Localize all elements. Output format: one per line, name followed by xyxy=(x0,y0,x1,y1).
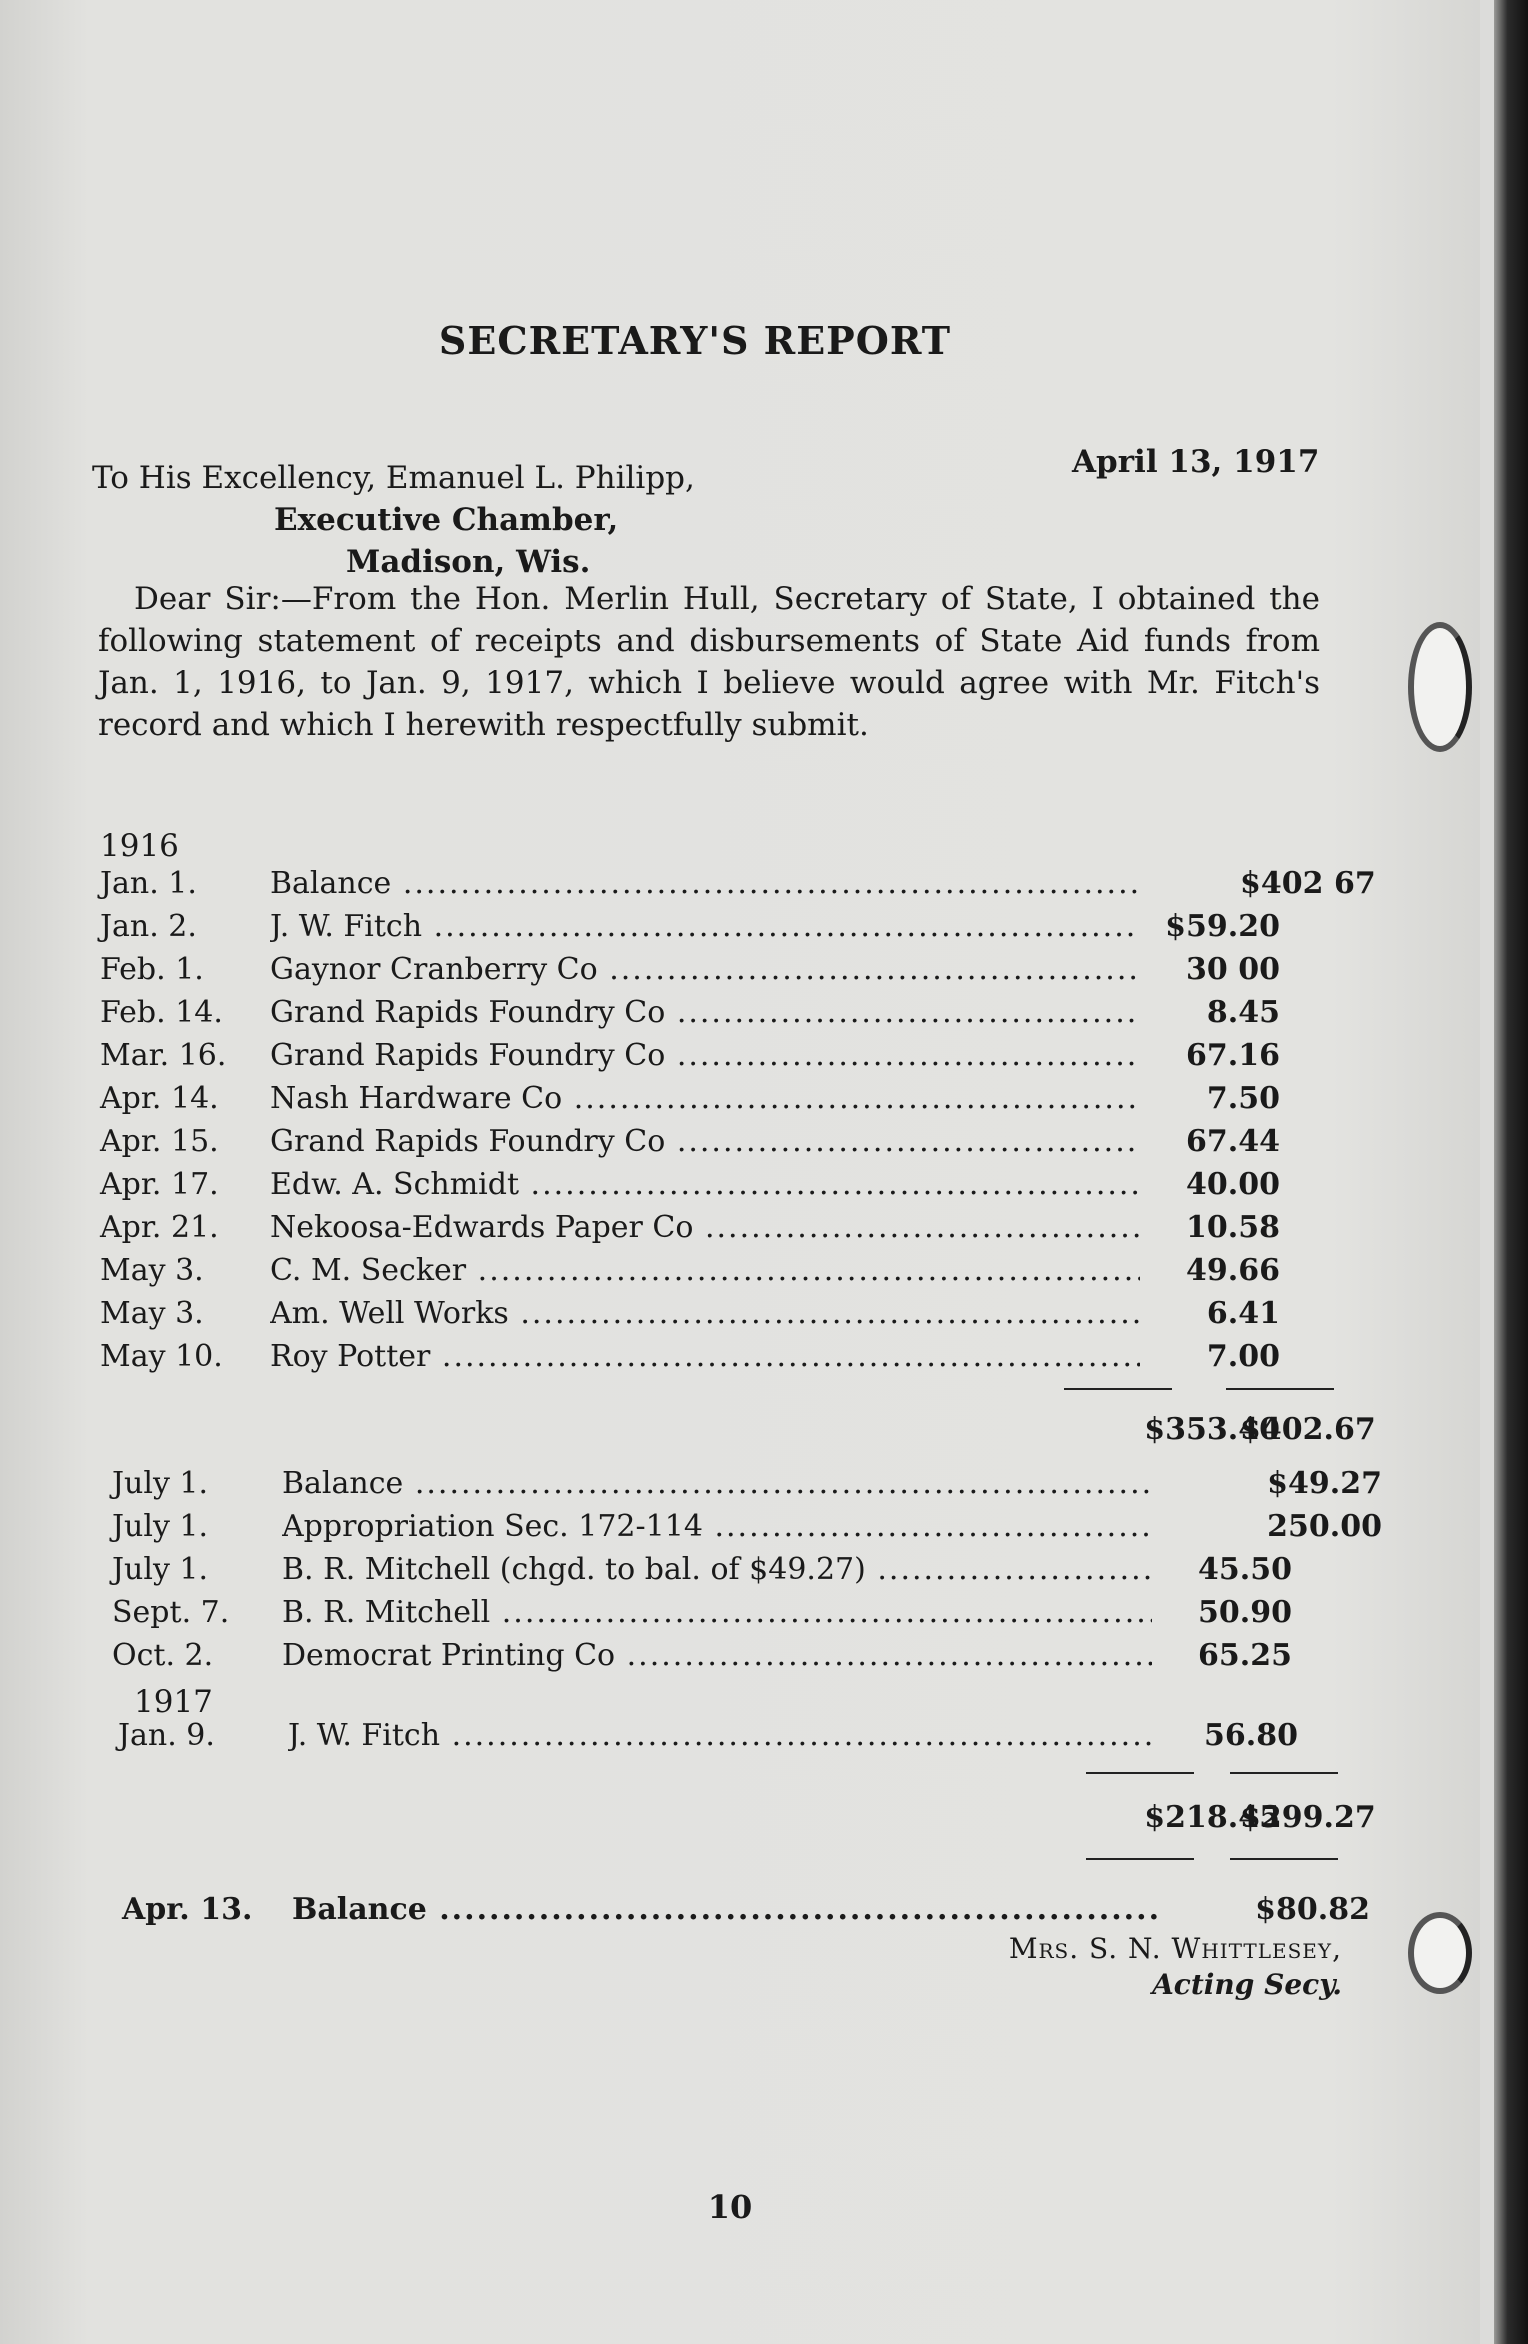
entry-amount: 45.50 xyxy=(1198,1552,1292,1587)
entry-desc: Grand Rapids Foundry Co ..... xyxy=(270,1038,1140,1073)
entry-date: July 1. xyxy=(112,1466,209,1501)
entry-date: Sept. 7. xyxy=(112,1595,230,1630)
entry-desc: Democrat Printing Co ..... xyxy=(282,1638,1152,1673)
subtotal-row-2 xyxy=(100,1800,1376,1840)
entry-date: Jan. 2. xyxy=(100,909,197,944)
ledger-row xyxy=(112,1466,1382,1506)
entry-date: May 3. xyxy=(100,1253,204,1288)
entry-desc: Balance ..... xyxy=(270,866,1140,901)
rule xyxy=(1230,1858,1338,1860)
entry-date: Apr. 13. xyxy=(122,1892,253,1927)
entry-amount: 30 00 xyxy=(1186,952,1280,987)
year-1917: 1917 xyxy=(134,1684,213,1720)
report-date: April 13, 1917 xyxy=(1072,444,1320,480)
entry-amount: 50.90 xyxy=(1198,1595,1292,1630)
entry-desc: Balance ..... xyxy=(282,1466,1152,1501)
rule xyxy=(1064,1388,1172,1390)
entry-amount: 7.50 xyxy=(1206,1081,1280,1116)
letter-body xyxy=(98,578,1320,746)
entry-desc: B. R. Mitchell ..... xyxy=(282,1595,1152,1630)
entry-desc: Appropriation Sec. 172-114 ..... xyxy=(282,1509,1152,1544)
ledger-row xyxy=(100,1081,1350,1121)
address-line-1: To His Excellency, Emanuel L. Philipp, xyxy=(92,460,695,496)
signature-name: Mrs. S. N. Whittlesey, xyxy=(1008,1932,1342,1965)
entry-date: May 3. xyxy=(100,1296,204,1331)
entry-amount: 65.25 xyxy=(1198,1638,1292,1673)
letter-text: Dear Sir:—From the Hon. Merlin Hull, Secretary of State, I obtained the following statement of receipts and disbursements of State Aid funds from Jan. 1, 1916, to Jan. 9, 1917, which I believe would agree with Mr. Fitch's record and which I herewith respectfully submit. xyxy=(98,581,1320,743)
rule xyxy=(1230,1772,1338,1774)
entry-amount: 10.58 xyxy=(1186,1210,1280,1245)
binder-ring-top-icon xyxy=(1408,622,1472,752)
ledger-row xyxy=(112,1509,1382,1549)
entry-receipt: $402 67 xyxy=(1240,866,1376,901)
binder-ring-bottom-icon xyxy=(1408,1912,1472,1994)
entry-desc: Balance ..... xyxy=(292,1892,1162,1927)
entry-desc: Am. Well Works ..... xyxy=(270,1296,1140,1331)
entry-date: July 1. xyxy=(112,1509,209,1544)
entry-date: Oct. 2. xyxy=(112,1638,214,1673)
entry-desc: Edw. A. Schmidt ..... xyxy=(270,1167,1140,1202)
entry-date: Feb. 14. xyxy=(100,995,223,1030)
entry-desc: Grand Rapids Foundry Co ..... xyxy=(270,1124,1140,1159)
entry-receipt: 250.00 xyxy=(1267,1509,1382,1544)
entry-receipt: $80.82 xyxy=(1255,1892,1370,1927)
ledger-row xyxy=(100,995,1350,1035)
entry-desc: Roy Potter ..... xyxy=(270,1339,1140,1374)
address-line-3: Madison, Wis. xyxy=(346,544,591,580)
entry-desc: C. M. Secker ..... xyxy=(270,1253,1140,1288)
entry-date: Mar. 16. xyxy=(100,1038,227,1073)
report-title: SECRETARY'S REPORT xyxy=(438,318,952,363)
ledger-row xyxy=(112,1552,1362,1592)
ledger-row xyxy=(100,952,1350,992)
entry-amount: 40.00 xyxy=(1186,1167,1280,1202)
entry-amount: 56.80 xyxy=(1204,1718,1298,1753)
entry-amount: 7.00 xyxy=(1206,1339,1280,1374)
entry-receipt: $49.27 xyxy=(1267,1466,1382,1501)
subtotal-amount: $218.45 xyxy=(1144,1800,1280,1835)
ledger-row xyxy=(100,1339,1350,1379)
ledger-row xyxy=(100,1253,1350,1293)
entry-date: May 10. xyxy=(100,1339,223,1374)
address-line-2: Executive Chamber, xyxy=(274,502,619,538)
subtotal-amount: $353.40 xyxy=(1144,1412,1280,1447)
entry-desc: Nekoosa-Edwards Paper Co ..... xyxy=(270,1210,1140,1245)
year-1916: 1916 xyxy=(100,828,179,864)
entry-amount: 6.41 xyxy=(1206,1296,1280,1331)
page-number: 10 xyxy=(707,2188,753,2226)
entry-desc: J. W. Fitch ..... xyxy=(270,909,1140,944)
rule xyxy=(1086,1772,1194,1774)
ledger-row xyxy=(100,1167,1350,1207)
rule xyxy=(1086,1858,1194,1860)
entry-desc: Gaynor Cranberry Co ..... xyxy=(270,952,1140,987)
entry-date: Jan. 9. xyxy=(118,1718,215,1753)
binding-edge xyxy=(1494,0,1528,2344)
subtotal-receipt: $402.67 xyxy=(1240,1412,1376,1447)
entry-date: Jan. 1. xyxy=(100,866,197,901)
entry-date: July 1. xyxy=(112,1552,209,1587)
entry-amount: $59.20 xyxy=(1165,909,1280,944)
subtotal-row-1 xyxy=(100,1412,1376,1452)
ledger-row xyxy=(100,1124,1350,1164)
ledger-row xyxy=(112,1638,1362,1678)
ledger-row xyxy=(118,1718,1368,1758)
entry-desc: J. W. Fitch ..... xyxy=(288,1718,1158,1753)
rule xyxy=(1226,1388,1334,1390)
entry-amount: 8.45 xyxy=(1206,995,1280,1030)
entry-desc: B. R. Mitchell (chgd. to bal. of $49.27) ..... xyxy=(282,1552,1152,1587)
entry-date: Apr. 15. xyxy=(100,1124,219,1159)
final-balance-row xyxy=(122,1892,1370,1932)
signature-role: Acting Secy. xyxy=(1152,1968,1342,2001)
ledger-row xyxy=(100,1296,1350,1336)
entry-amount: 67.44 xyxy=(1186,1124,1280,1159)
entry-date: Apr. 21. xyxy=(100,1210,219,1245)
entry-amount: 67.16 xyxy=(1186,1038,1280,1073)
entry-desc: Grand Rapids Foundry Co ..... xyxy=(270,995,1140,1030)
entry-date: Apr. 14. xyxy=(100,1081,219,1116)
entry-date: Feb. 1. xyxy=(100,952,204,987)
subtotal-receipt: $299.27 xyxy=(1240,1800,1376,1835)
ledger-row xyxy=(112,1595,1362,1635)
entry-amount: 49.66 xyxy=(1186,1253,1280,1288)
ledger-row xyxy=(100,1210,1350,1250)
ledger-row xyxy=(100,909,1350,949)
ledger-row xyxy=(100,1038,1350,1078)
entry-desc: Nash Hardware Co ..... xyxy=(270,1081,1140,1116)
ledger-row xyxy=(100,866,1376,906)
entry-date: Apr. 17. xyxy=(100,1167,219,1202)
